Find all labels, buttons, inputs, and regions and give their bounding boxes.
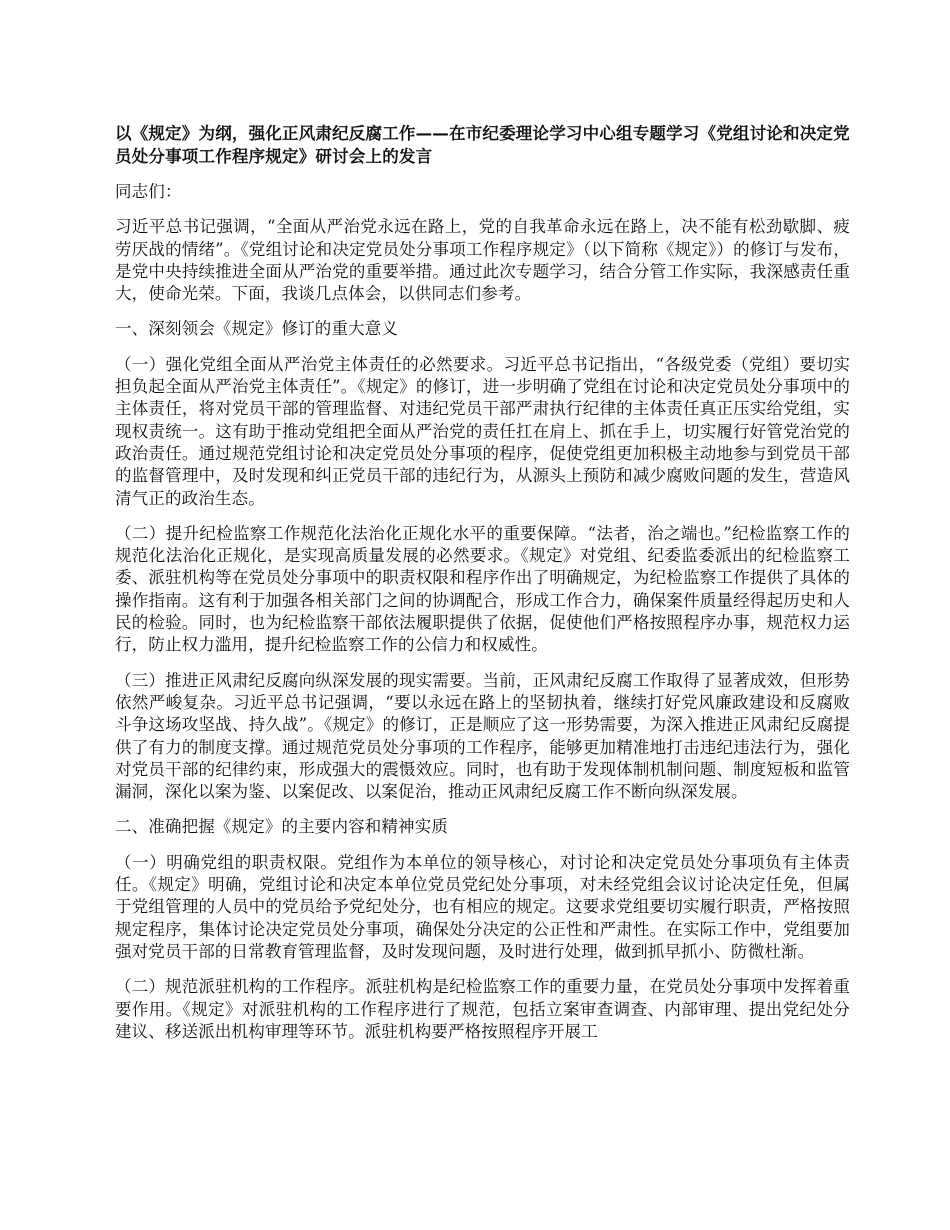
section-heading-1: 一、深刻领会《规定》修订的重大意义 <box>115 319 399 339</box>
greeting: 同志们： <box>115 182 182 201</box>
intro-paragraph: 习近平总书记强调，“全面从严治党永远在路上，党的自我革命永远在路上，决不能有松劲歇脚、疲劳厌战的情绪”。《党组讨论和决定党员处分事项工作程序规定》（以下简称《规定》）的修订与发布，是党中央持续推进全面从严治党的重要举措。通过此次专题学习，结合分管工作实际，我深感责任重大，使命光荣。下面，我谈几点体会，以供同志们参考。 <box>115 217 850 304</box>
document-page <box>115 122 850 1056</box>
section-heading-2: 二、准确把握《规定》的主要内容和精神实质 <box>115 817 448 837</box>
paragraph: （一）强化党组全面从严治党主体责任的必然要求。习近平总书记指出，“各级党委（党组）要切实担负起全面从严治党主体责任”。《规定》的修订，进一步明确了党组在讨论和决定党员处分事项中的主体责任，将对党员干部的管理监督、对违纪党员干部严肃执行纪律的主体责任真正压实给党组，实现权责统一。这有助于推动党组把全面从严治党的责任扛在肩上、抓在手上，切实履行好管党治党的政治责任。通过规范党组讨论和决定党员处分事项的程序，促使党组更加积极主动地参与到党员干部的监督管理中，及时发现和纠正党员干部的违纪行为，从源头上预防和减少腐败问题的发生，营造风清气正的政治生态。 <box>115 354 850 508</box>
paragraph: （一）明确党组的职责权限。党组作为本单位的领导核心，对讨论和决定党员处分事项负有主体责任。《规定》明确，党组讨论和决定本单位党员党纪处分事项，对未经党组会议讨论决定任免，但属于党组管理的人员中的党员给予党纪处分，也有相应的规定。这要求党组要切实履行职责，严格按照规定程序，集体讨论决定党员处分事项，确保处分决定的公正性和严肃性。在实际工作中，党组要加强对党员干部的日常教育管理监督，及时发现问题，及时进行处理，做到抓早抓小、防微杜渐。 <box>115 852 850 961</box>
paragraph: （二）规范派驻机构的工作程序。派驻机构是纪检监察工作的重要力量，在党员处分事项中发挥着重要作用。《规定》对派驻机构的工作程序进行了规范，包括立案审查调查、内部审理、提出党纪处分建议、移送派出机构审理等环节。派驻机构要严格按照程序开展工 <box>115 977 850 1041</box>
paragraph: （二）提升纪检监察工作规范化法治化正规化水平的重要保障。“法者，治之端也。”纪检监察工作的规范化法治化正规化，是实现高质量发展的必然要求。《规定》对党组、纪委监委派出的纪检监察工委、派驻机构等在党员处分事项中的职责权限和程序作出了明确规定，为纪检监察工作提供了具体的操作指南。这有利于加强各相关部门之间的协调配合，形成工作合力，确保案件质量经得起历史和人民的检验。同时，也为纪检监察干部依法履职提供了依据，促使他们严格按照程序办事，规范权力运行，防止权力滥用，提升纪检监察工作的公信力和权威性。 <box>115 523 850 655</box>
document-title: 以《规定》为纲，强化正风肃纪反腐工作——在市纪委理论学习中心组专题学习《党组讨论和决定党员处分事项工作程序规定》研讨会上的发言 <box>115 124 850 166</box>
paragraph: （三）推进正风肃纪反腐向纵深发展的现实需要。当前，正风肃纪反腐工作取得了显著成效，但形势依然严峻复杂。习近平总书记强调，“要以永远在路上的坚韧执着，继续打好党风廉政建设和反腐败斗争这场攻坚战、持久战”。《规定》的修订，正是顺应了这一形势需要，为深入推进正风肃纪反腐提供了有力的制度支撑。通过规范党员处分事项的工作程序，能够更加精准地打击违纪违法行为，强化对党员干部的纪律约束，形成强大的震慑效应。同时，也有助于发现体制机制问题、制度短板和监管漏洞，深化以案为鉴、以案促改、以案促治，推动正风肃纪反腐工作不断向纵深发展。 <box>115 670 850 802</box>
